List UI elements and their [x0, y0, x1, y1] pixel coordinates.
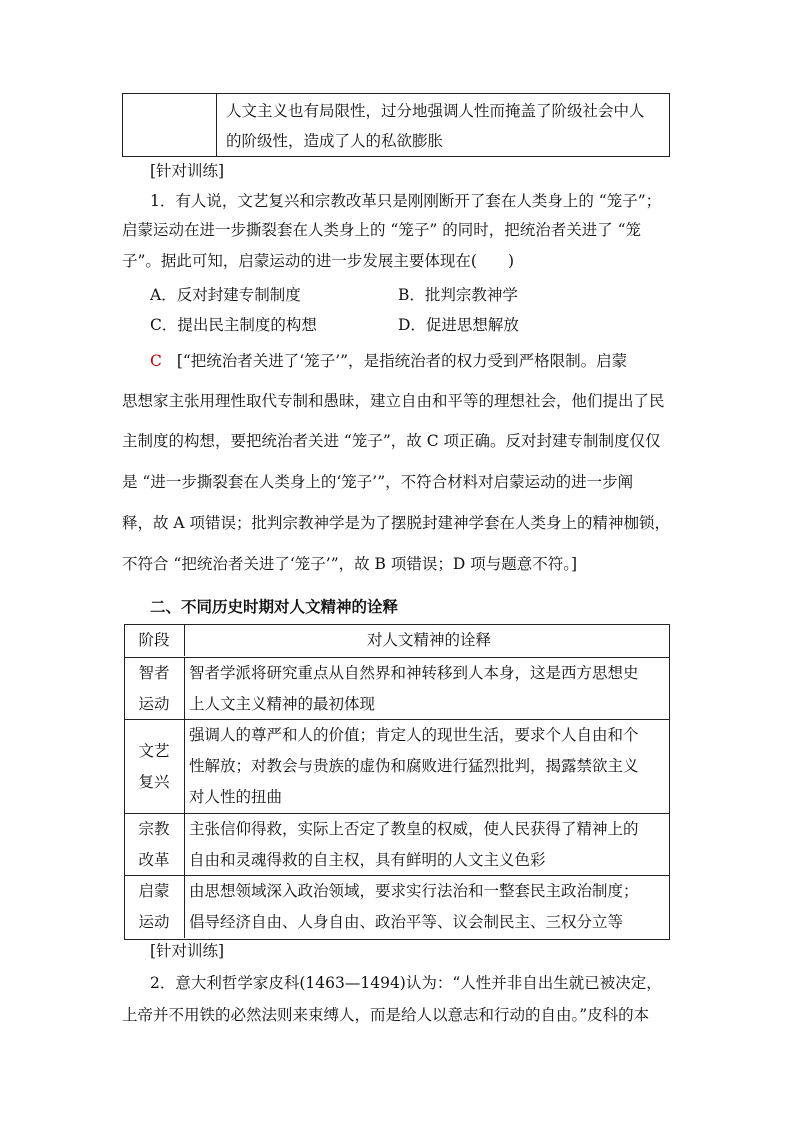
row-stage: 智者 运动	[138, 664, 170, 713]
q1-line: 1．有人说，文艺复兴和宗教改革只是刚刚断开了套在人类身上的 “笼子”；	[150, 192, 662, 210]
top-table	[122, 93, 670, 157]
top-table-line: 人文主义也有局限性，过分地强调人性而掩盖了阶级社会中人	[226, 102, 645, 120]
table-row	[125, 813, 669, 876]
q1-line: 启蒙运动在进一步撕裂套在人类身上的 “笼子” 的同时，把统治者关进了 “笼	[122, 221, 642, 239]
answer-line: 主制度的构想，要把统治者关进 “笼子”，故 C 项正确。反对封建专制制度仅仅	[122, 432, 661, 450]
q2-line: 上帝并不用铁的必然法则来束缚人，而是给人以意志和行动的自由。”皮科的本	[122, 1006, 650, 1024]
q1-option-b: B．批判宗教神学	[398, 286, 518, 304]
row-text: 强调人的尊严和人的价值；肯定人的现世生活，要求个人自由和个 性解放；对教会与贵族的虚伪和腐败进行猛烈批判，揭露禁欲主义 对人性的扭曲	[184, 720, 669, 813]
table-row	[125, 719, 669, 814]
top-table-text-cell	[226, 96, 666, 156]
q1-option-d: D．促进思想解放	[398, 316, 519, 334]
answer-line: 思想家主张用理性取代专制和愚昧，建立自由和平等的理想社会，他们提出了民	[122, 392, 665, 410]
row-stage: 文艺 复兴	[138, 742, 170, 791]
answer-text: [“把统治者关进了‘笼子’”，是指统治者的权力受到严格限制。启蒙	[176, 352, 628, 370]
row-stage: 启蒙 运动	[138, 882, 170, 931]
training-label: [针对训练]	[150, 942, 225, 960]
table-row	[125, 657, 669, 720]
q1-option-c: C．提出民主制度的构想	[150, 316, 317, 334]
header-stage: 阶段	[138, 631, 170, 649]
interpretation-table	[124, 624, 670, 940]
table-header-row	[125, 625, 669, 657]
row-text: 智者学派将研究重点从自然界和神转移到人本身，这是西方思想史 上人文主义精神的最初体现	[184, 658, 669, 720]
answer-line: 释，故 A 项错误；批判宗教神学是为了摆脱封建神学套在人类身上的精神枷锁，	[122, 514, 671, 532]
training-label: [针对训练]	[150, 162, 225, 180]
top-table-empty-cell	[123, 94, 217, 156]
top-table-line: 的阶级性，造成了人的私欲膨胀	[226, 132, 444, 150]
answer-line: 是 “进一步撕裂套在人类身上的‘笼子’”，不符合材料对启蒙运动的进一步阐	[122, 473, 634, 491]
section-title: 二、不同历史时期对人文精神的诠释	[150, 597, 399, 616]
q2-line: 2．意大利哲学家皮科(1463—1494)认为：“人性并非自出生就已被决定，	[150, 974, 662, 992]
answer-letter: C	[150, 352, 162, 370]
answer-line	[150, 346, 627, 376]
answer-line: 不符合 “把统治者关进了‘笼子’”，故 B 项错误；D 项与题意不符。]	[122, 555, 578, 573]
q1-line: 子”。据此可知，启蒙运动的进一步发展主要体现在( )	[122, 252, 515, 270]
row-text: 主张信仰得救，实际上否定了教皇的权威，使人民获得了精神上的 自由和灵魂得救的自主权，具有鲜明的人文主义色彩	[184, 814, 669, 876]
header-interpretation: 对人文精神的诠释	[184, 625, 669, 656]
q1-option-a: A．反对封建专制制度	[150, 286, 301, 304]
row-text: 由思想领域深入政治领域，要求实行法治和一整套民主政治制度； 倡导经济自由、人身自由、政治平等、议会制民主、三权分立等	[184, 876, 669, 938]
row-stage: 宗教 改革	[138, 820, 170, 869]
table-row	[125, 875, 669, 940]
